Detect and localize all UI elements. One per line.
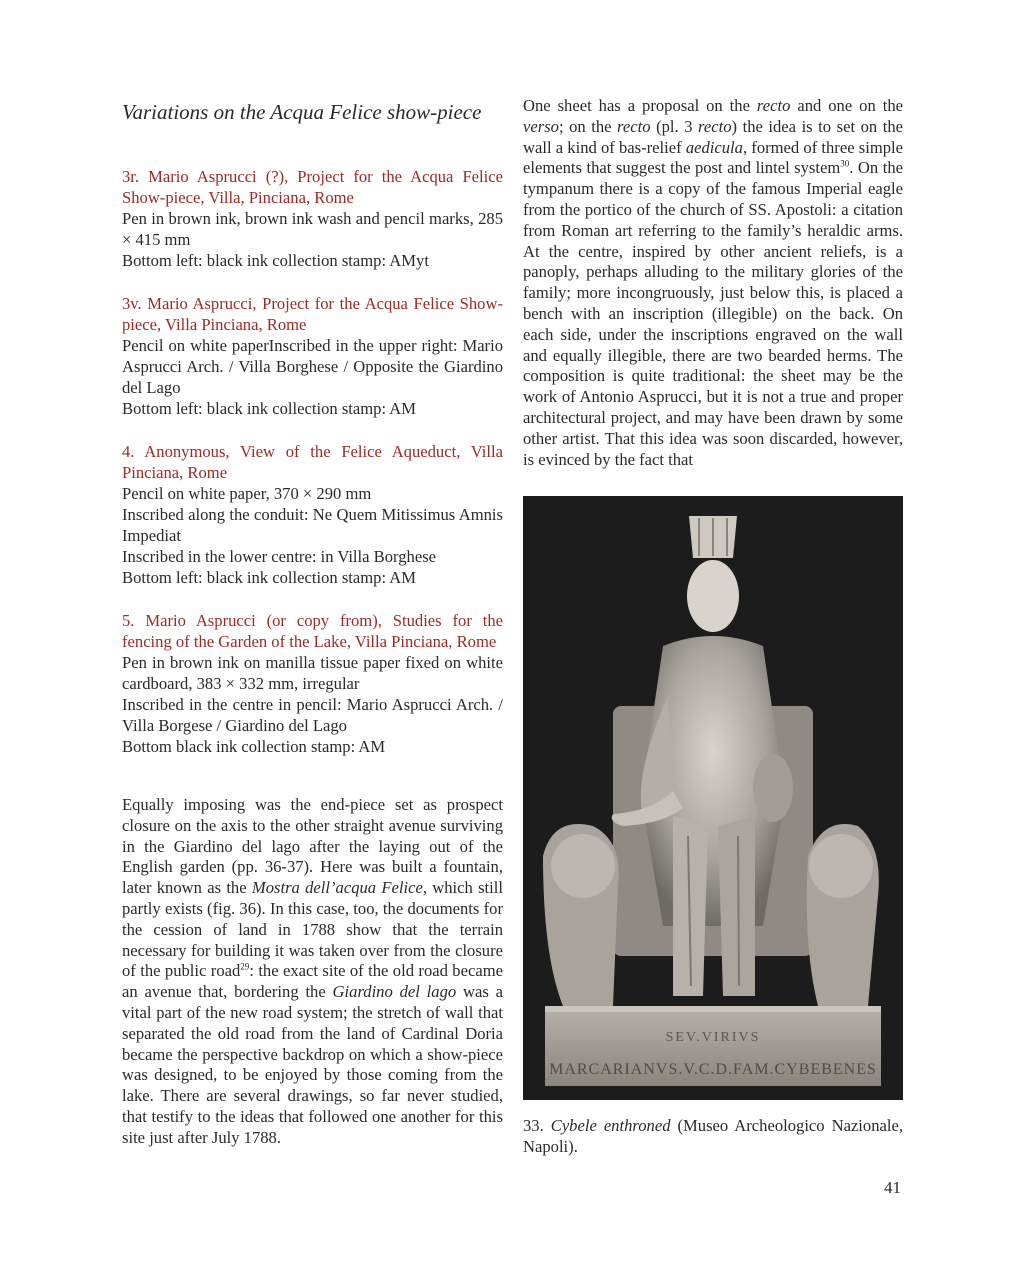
catalog-entry-4 [122,441,503,588]
entry-heading: 5. Mario Asprucci (or copy from), Studies for the fencing of the Garden of the Lake, Villa Pinciana, Rome [122,611,503,651]
catalog-entry-3r [122,166,503,271]
text-run: One sheet has a proposal on the [523,96,757,115]
text-run: ) the idea is to set on the wall a kind of bas-relief [523,116,903,157]
statue-illustration [523,496,903,1100]
main-paragraph [122,795,503,1149]
entry-line: Inscribed along the conduit: Ne Quem Mitissimus Amnis Impediat [122,505,503,545]
right-paragraph [523,96,903,470]
text-run: was a vital part of the new road system; the stretch of wall that separated the old road from the land of Cardinal Doria became the perspective backdrop on which a show-piece was designed, to be enjoyed by those coming from the lake. There are several drawings, so far never studied, that testify to the ideas that followed one another for this site just after July 1788. [122,982,503,1147]
text-run-italic: Giardino del lago [332,982,457,1002]
text-run-italic: aedicula [685,137,743,157]
text-run: and one on the [790,96,903,115]
text-run-italic: Mostra dell’acqua Felice [251,878,423,898]
text-run: ; on the [558,116,618,136]
footnote-ref: 30 [840,158,850,169]
text-run: Equally imposing was the end-piece set as prospect closure on the axis to the other straight avenue surviving in the Giardino del lago after the laying out of the English garden (pp. 36-37). Here was built a fountain, later known as the [122,795,503,898]
figure-caption [523,1115,903,1157]
right-column [523,96,903,470]
text-run-italic: verso [523,116,559,136]
cybele-statue-photo [523,496,903,1100]
caption-number: 33. [523,1116,551,1135]
section-title: Variations on the Acqua Felice show-piece [122,100,482,124]
entry-line: Inscribed in the lower centre: in Villa Borghese [122,547,437,566]
text-run: , formed of three simple elements that suggest the post and lintel system [523,137,903,178]
catalog-entry-3v [122,293,503,419]
inscription-base: MARCARIANVS.V.C.D.FAM.CYBEBENES [549,1061,877,1078]
inscription-top: SEV.VIRIVS [665,1030,761,1045]
entry-line: Bottom left: black ink collection stamp: AMyt [122,251,429,270]
left-column [122,96,503,1149]
entry-line: Pen in brown ink, brown ink wash and pencil marks, 285 × 415 mm [122,209,503,249]
entry-line: Inscribed in the centre in pencil: Mario Asprucci Arch. / Villa Borgese / Giardino del Lago [122,695,503,735]
entry-line: Pen in brown ink on manilla tissue paper fixed on white cardboard, 383 × 332 mm, irregular [122,653,503,693]
footnote-ref: 29 [240,961,250,972]
text-run: (pl. 3 [650,116,699,136]
caption-title: Cybele enthroned [550,1116,671,1135]
entry-line: Bottom black ink collection stamp: AM [122,737,386,756]
text-run-italic: recto [756,96,791,115]
entry-heading: 3v. Mario Asprucci, Project for the Acqua Felice Show-piece, Villa Pinciana, Rome [122,294,503,334]
text-run-italic: recto [617,116,651,136]
caption-text: (Museo Archeologico Nazionale, Napoli). [523,1116,904,1156]
entry-line: Bottom left: black ink collection stamp: AM [122,568,417,587]
catalog-entry-5 [122,610,503,757]
entry-heading: 4. Anonymous, View of the Felice Aqueduct, Villa Pinciana, Rome [122,442,503,482]
text-run-italic: recto [698,116,732,136]
text-run: : the exact site of the old road became an avenue that, bordering the [122,961,503,1002]
text-run: . On the tympanum there is a copy of the famous Imperial eagle from the portico of the church of SS. Apostoli: a citation from Roman art referring to the family’s heraldic arms. At the centre, inspired by other ancient reliefs, is a panoply, perhaps alluding to the military glories of the family; more incongruously, just below this, is placed a bench with an inscription (illegible) on the back. On each side, under the inscriptions engraved on the wall and equally illegible, there are two bearded herms. The composition is quite traditional: the sheet may be the work of Antonio Asprucci, but it is not a true and proper architectural project, and may have been drawn by some other artist. That this idea was soon discarded, however, is evinced by the fact that [523,158,903,469]
entry-line: Pencil on white paperInscribed in the upper right: Mario Asprucci Arch. / Villa Borghese / Opposite the Giardino del Lago [122,336,503,397]
entry-line: Bottom left: black ink collection stamp: AM [122,399,417,418]
entry-line: Pencil on white paper, 370 × 290 mm [122,484,372,503]
page-number: 41 [884,1178,901,1197]
text-run: , which still partly exists (fig. 36). In this case, too, the documents for the cession of land in 1788 show that the terrain necessary for building it was taken over from the closure of the public road [122,878,503,981]
entry-heading: 3r. Mario Asprucci (?), Project for the Acqua Felice Show-piece, Villa, Pinciana, Rome [122,167,503,207]
